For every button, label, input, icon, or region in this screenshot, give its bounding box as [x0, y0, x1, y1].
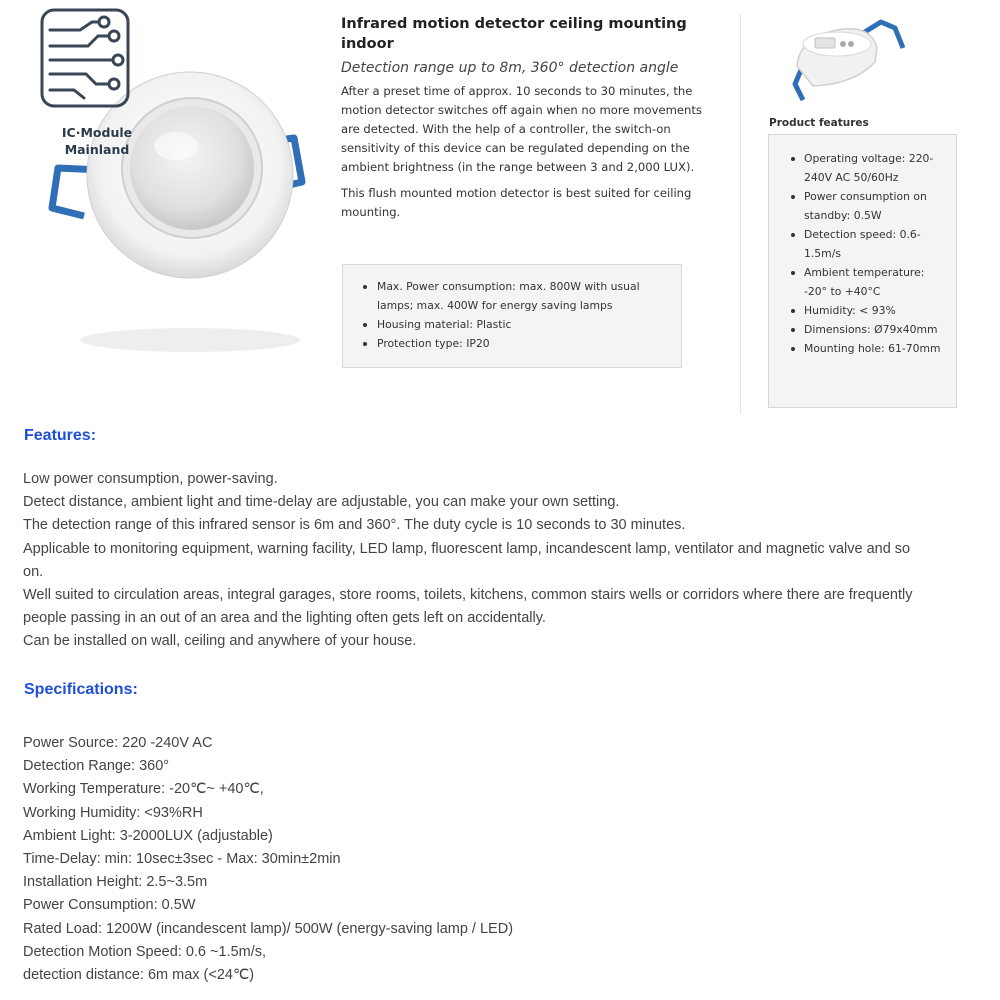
- watermark-line2: Mainland: [64, 142, 130, 157]
- spec-line: Ambient Light: 3-2000LUX (adjustable): [23, 827, 273, 844]
- feature-bullet: Power consumption on standby: 0.5W: [781, 187, 950, 225]
- detector-side-photo: [785, 8, 910, 106]
- features-line: Applicable to monitoring equipment, warning facility, LED lamp, fluorescent lamp, incandescent lamp, ventilator and magnetic valve and so: [23, 540, 911, 557]
- spec-bullet: Protection type: IP20: [353, 334, 671, 353]
- spec-bullet: Housing material: Plastic: [353, 315, 671, 334]
- spec-line: Power Source: 220 -240V AC: [23, 735, 213, 751]
- product-description: [341, 14, 713, 229]
- feature-bullet: Dimensions: Ø79x40mm: [781, 320, 950, 339]
- feature-bullet: Ambient temperature: -20° to +40°C: [781, 263, 950, 301]
- spec-bullet: Max. Power consumption: max. 800W with usual lamps; max. 400W for energy saving lamps: [353, 277, 671, 315]
- spec-line: detection distance: 6m max (<24℃): [23, 967, 255, 984]
- features-line: Detect distance, ambient light and time-delay are adjustable, you can make your own setting.: [23, 494, 620, 511]
- features-line: The detection range of this infrared sensor is 6m and 360°. The duty cycle is 10 seconds to 30 minutes.: [23, 517, 686, 534]
- features-line: people passing in an out of an area and the lighting often gets left on accidentally.: [23, 610, 546, 627]
- spec-line: Power Consumption: 0.5W: [23, 897, 196, 914]
- watermark-line1: IC·Module: [61, 125, 133, 140]
- features-line: Low power consumption, power-saving.: [23, 471, 278, 487]
- product-banner: [0, 0, 1000, 420]
- feature-bullet: Mounting hole: 61-70mm: [781, 339, 950, 358]
- feature-bullet: Operating voltage: 220-240V AC 50/60Hz: [781, 149, 950, 187]
- feature-bullet: Detection speed: 0.6-1.5m/s: [781, 225, 950, 263]
- description-paragraph-1: After a preset time of approx. 10 seconds to 30 minutes, the motion detector switches off again when no more movements are detected. With the help of a controller, the switch-on sensitivity of this device can be regulated depending on the ambient brightness (in the range between 3 and 2,000 LUX).: [341, 84, 702, 174]
- specs-box: [342, 264, 682, 368]
- features-list: [23, 468, 983, 654]
- watermark-text: [42, 124, 152, 158]
- product-features-box: [768, 134, 957, 408]
- features-line: on.: [23, 563, 44, 580]
- product-subtitle: Detection range up to 8m, 360° detection angle: [341, 60, 679, 76]
- spec-line: Installation Height: 2.5~3.5m: [23, 874, 208, 891]
- spec-line: Working Temperature: -20℃~ +40℃,: [23, 781, 264, 798]
- specifications-heading: Specifications:: [24, 681, 138, 698]
- spec-line: Time-Delay: min: 10sec±3sec - Max: 30min±2min: [23, 851, 341, 868]
- product-title: Infrared motion detector ceiling mounting indoor: [341, 16, 687, 52]
- circuit-logo-icon: [40, 8, 130, 108]
- features-line: Can be installed on wall, ceiling and anywhere of your house.: [23, 633, 417, 650]
- spec-line: Detection Range: 360°: [23, 758, 170, 775]
- feature-bullet: Humidity: < 93%: [781, 301, 950, 320]
- specifications-list: [23, 732, 983, 987]
- product-features-title: Product features: [769, 117, 869, 129]
- spec-line: Rated Load: 1200W (incandescent lamp)/ 500W (energy-saving lamp / LED): [23, 920, 514, 937]
- features-heading: Features:: [24, 427, 97, 444]
- description-paragraph-2: This flush mounted motion detector is best suited for ceiling mounting.: [341, 186, 692, 219]
- spec-line: Working Humidity: <93%RH: [23, 804, 203, 821]
- features-line: Well suited to circulation areas, integral garages, store rooms, toilets, kitchens, common stairs wells or corridors where there are frequently: [23, 587, 913, 604]
- spec-line: Detection Motion Speed: 0.6 ~1.5m/s,: [23, 943, 267, 960]
- column-divider: [740, 14, 741, 414]
